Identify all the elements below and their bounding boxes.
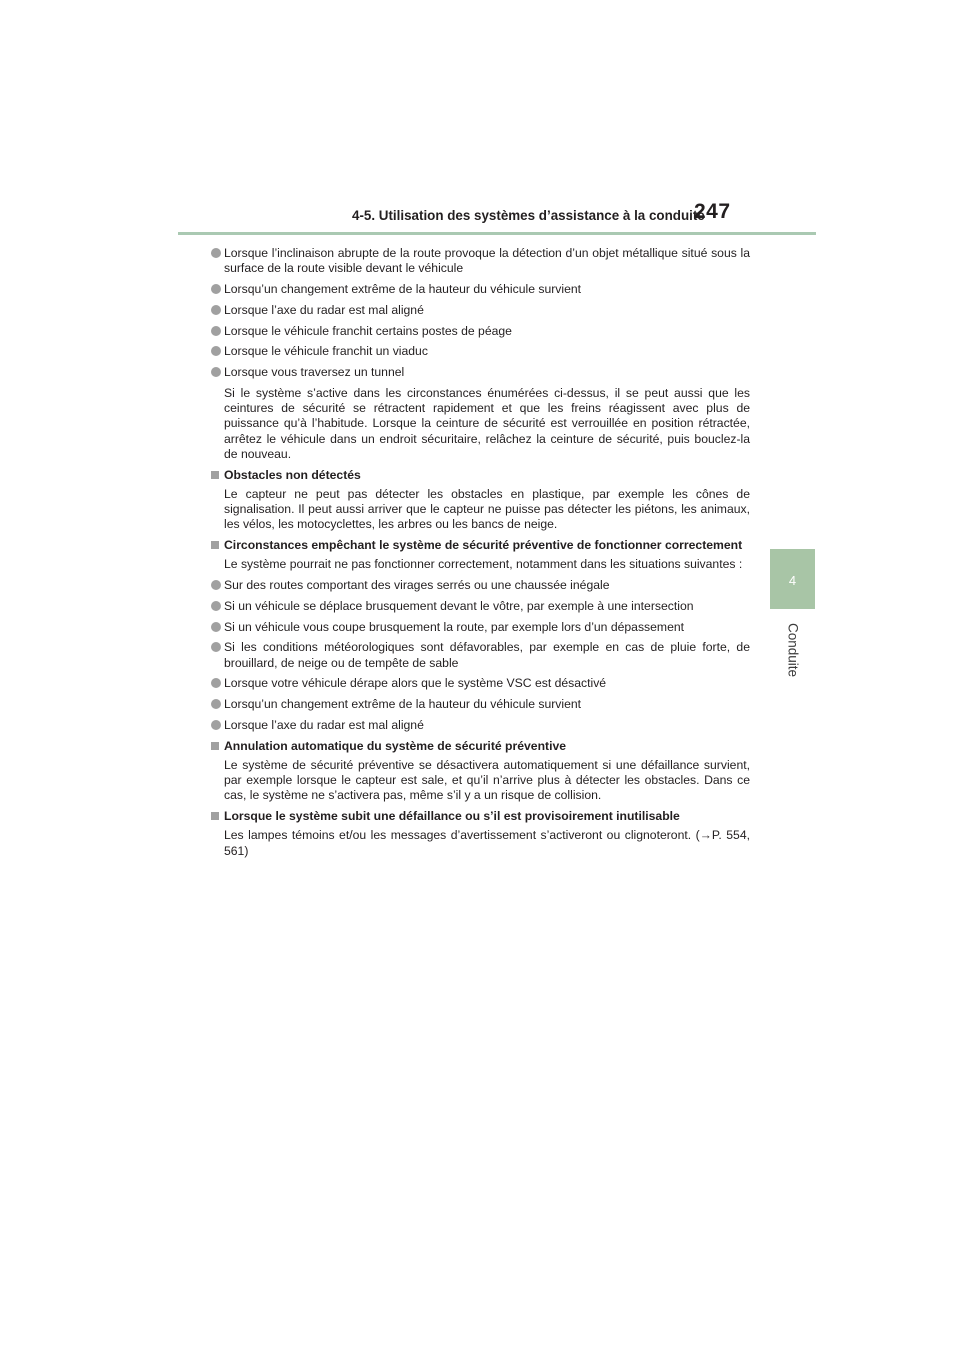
chapter-tab-label: Conduite — [785, 622, 801, 678]
list-item-text: Lorsque vous traversez un tunnel — [224, 365, 405, 380]
section-paragraph: Le système de sécurité préventive se désactivera automatiquement si une défaillance survient, par exemple lorsque le capteur est sale, et qu’il n’arrive plus à détecter les obstacles. Dans ce cas, le système ne s’activera pas, même s’il y a un risque de collision. — [224, 757, 750, 803]
list-item — [210, 676, 750, 691]
list-item — [210, 620, 750, 635]
list-item — [210, 282, 750, 297]
list-item — [210, 344, 750, 359]
list-item — [210, 365, 750, 380]
bullet-dot-icon — [211, 720, 221, 730]
bullet-dot-icon — [211, 642, 221, 652]
list-item-text: Si un véhicule vous coupe brusquement la route, par exemple lors d’un dépassement — [224, 619, 685, 634]
page-content — [210, 246, 750, 864]
list-item — [210, 303, 750, 318]
section-heading — [210, 538, 750, 553]
section-heading — [210, 468, 750, 483]
list-item-text: Lorsque l’inclinaison abrupte de la route provoque la détection d’un objet métallique situé sous la surface de la route visible devant le véhicule — [224, 246, 750, 276]
list-item — [210, 578, 750, 593]
list-item — [210, 697, 750, 712]
bullet-dot-icon — [211, 678, 221, 688]
section-heading-text: Annulation automatique du système de sécurité préventive — [224, 738, 567, 753]
bullet-dot-icon — [211, 601, 221, 611]
section-paragraph: Les lampes témoins et/ou les messages d’avertissement s’activeront ou clignoteront. (→P. 554, 561) — [224, 828, 750, 858]
section-heading-text: Circonstances empêchant le système de sécurité préventive de fonctionner correctement — [224, 538, 743, 552]
section-heading-text: Lorsque le système subit une défaillance ou s’il est provisoirement inutilisable — [224, 809, 680, 824]
intro-paragraph: Si le système s’active dans les circonstances énumérées ci-dessus, il se peut aussi que les ceintures de sécurité se rétractent rapidement et que les freins réagissent avec plus de puissance qu’à l’habitude. Lorsque la ceinture de sécurité est verrouillée en position rétractée, arrêtez le véhicule dans un endroit sécuritaire, relâchez la ceinture de sécurité, puis bouclez-la de nouveau. — [224, 385, 750, 461]
list-item — [210, 718, 750, 733]
list-item-text: Lorsque votre véhicule dérape alors que le système VSC est désactivé — [224, 676, 607, 691]
bullet-dot-icon — [211, 284, 221, 294]
list-item — [210, 640, 750, 670]
bullet-dot-icon — [211, 326, 221, 336]
chapter-tab-label-wrap — [773, 620, 813, 680]
section-heading — [210, 809, 750, 824]
list-item — [210, 246, 750, 276]
bullet-dot-icon — [211, 699, 221, 709]
bullet-dot-icon — [211, 622, 221, 632]
square-bullet-icon — [211, 742, 219, 750]
list-item-text: Lorsqu’un changement extrême de la hauteur du véhicule survient — [224, 697, 582, 712]
bullet-dot-icon — [211, 580, 221, 590]
list-item-text: Lorsque l’axe du radar est mal aligné — [224, 302, 424, 317]
bullet-dot-icon — [211, 367, 221, 377]
square-bullet-icon — [211, 541, 219, 549]
bullet-dot-icon — [211, 305, 221, 315]
section-heading-text: Obstacles non détectés — [224, 467, 361, 482]
bullet-dot-icon — [211, 248, 221, 258]
header-divider — [178, 232, 816, 235]
section-heading — [210, 739, 750, 754]
list-item-text: Lorsque le véhicule franchit un viaduc — [224, 344, 428, 359]
section-header: 4-5. Utilisation des systèmes d’assistance à la conduite — [352, 208, 705, 223]
page-number: 247 — [694, 200, 731, 223]
list-item-text: Si les conditions météorologiques sont défavorables, par exemple en cas de pluie forte, de brouillard, de neige ou de tempête de sable — [224, 640, 750, 670]
list-item — [210, 599, 750, 614]
list-item-text: Lorsque le véhicule franchit certains postes de péage — [224, 323, 512, 338]
chapter-tab-number: 4 — [788, 573, 797, 588]
section-paragraph: Le capteur ne peut pas détecter les obstacles en plastique, par exemple les cônes de signalisation. Il peut aussi arriver que le capteur ne puisse pas détecter les piétons, les animaux, les vélos, les motocyclettes, les arbres ou les bancs de neige. — [224, 486, 750, 532]
list-item-text: Si un véhicule se déplace brusquement devant le vôtre, par exemple à une intersection — [224, 598, 694, 613]
list-item — [210, 324, 750, 339]
list-item-text: Sur des routes comportant des virages serrés ou une chaussée inégale — [224, 578, 610, 592]
list-item-text: Lorsqu’un changement extrême de la hauteur du véhicule survient — [224, 282, 582, 296]
square-bullet-icon — [211, 812, 219, 820]
section-paragraph: Le système pourrait ne pas fonctionner correctement, notamment dans les situations suivantes : — [224, 557, 743, 572]
list-item-text: Lorsque l’axe du radar est mal aligné — [224, 717, 424, 732]
square-bullet-icon — [211, 471, 219, 479]
bullet-dot-icon — [211, 346, 221, 356]
